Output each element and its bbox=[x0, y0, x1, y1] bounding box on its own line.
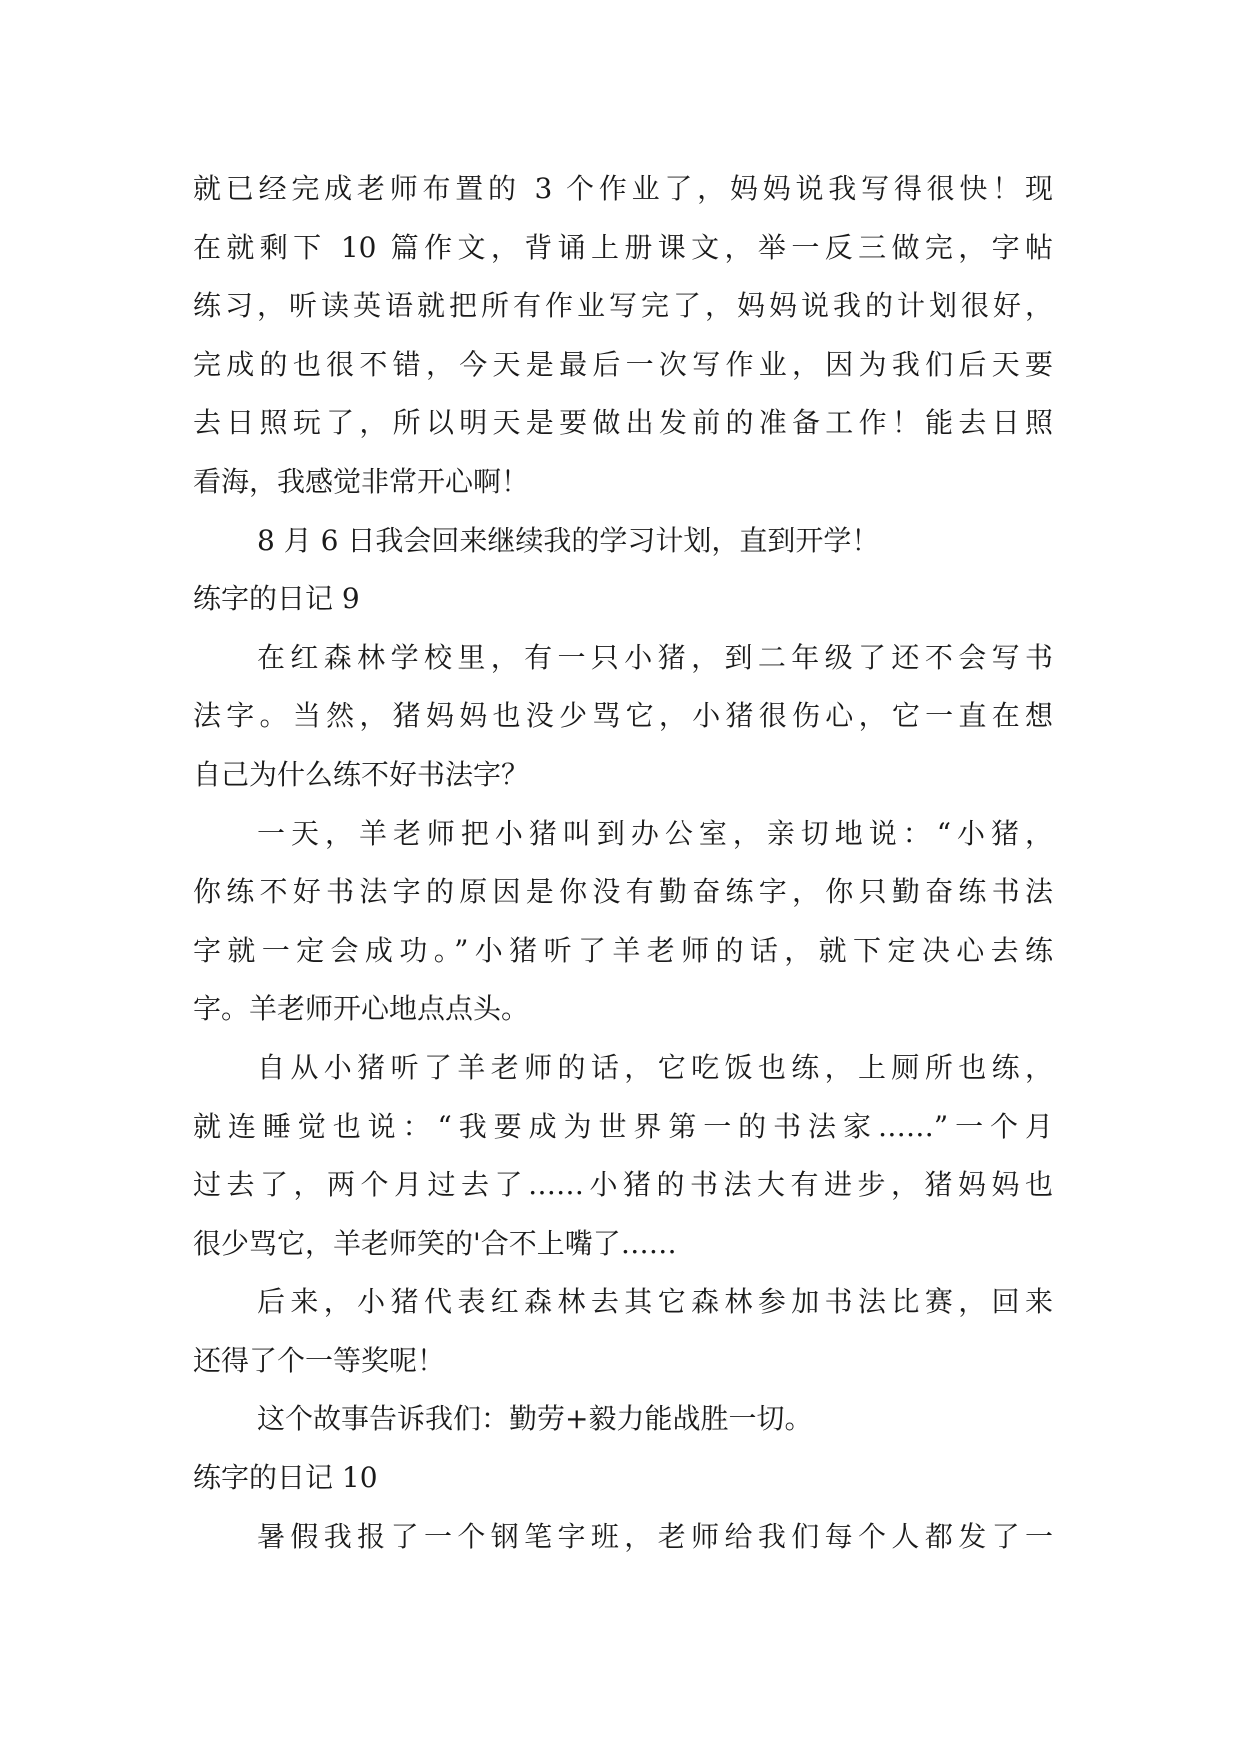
paragraph-line: 8 月 6 日我会回来继续我的学习计划，直到开学！ bbox=[257, 523, 880, 557]
section-heading: 练字的日记 10 bbox=[193, 1461, 378, 1495]
document-body bbox=[193, 160, 1053, 1566]
paragraph-line: 你练不好书法字的原因是你没有勤奋练字，你只勤奋练书法 bbox=[193, 875, 1053, 909]
paragraph-line: 就已经完成老师布置的 3 个作业了，妈妈说我写得很快！现 bbox=[193, 172, 1053, 205]
paragraph-line: 练习，听读英语就把所有作业写完了，妈妈说我的计划很好， bbox=[193, 289, 1053, 323]
section-heading: 练字的日记 9 bbox=[193, 582, 360, 616]
paragraph-line: 看海，我感觉非常开心啊！ bbox=[193, 464, 530, 498]
paragraph-line: 暑假我报了一个钢笔字班，老师给我们每个人都发了一 bbox=[257, 1519, 1053, 1553]
paragraph-line: 在就剩下 10 篇作文，背诵上册课文，举一反三做完，字帖 bbox=[193, 230, 1053, 264]
paragraph-line: 这个故事告诉我们：勤劳+毅力能战胜一切。 bbox=[257, 1402, 813, 1436]
paragraph-line: 法字。当然，猪妈妈也没少骂它，小猪很伤心，它一直在想 bbox=[193, 699, 1053, 733]
paragraph-line: 一天，羊老师把小猪叫到办公室，亲切地说：“小猪， bbox=[257, 816, 1053, 850]
paragraph-line: 在红森林学校里，有一只小猪，到二年级了还不会写书 bbox=[257, 640, 1053, 674]
paragraph-line: 还得了个一等奖呢！ bbox=[193, 1343, 446, 1377]
paragraph-line: 字就一定会成功。”小猪听了羊老师的话，就下定决心去练 bbox=[193, 933, 1053, 967]
paragraph-line: 过去了，两个月过去了……小猪的书法大有进步，猪妈妈也 bbox=[193, 1168, 1053, 1202]
paragraph-line: 后来，小猪代表红森林去其它森林参加书法比赛，回来 bbox=[257, 1285, 1053, 1319]
paragraph-line: 字。羊老师开心地点点头。 bbox=[193, 992, 530, 1026]
paragraph-line: 自己为什么练不好书法字？ bbox=[193, 757, 530, 791]
paragraph-line: 就连睡觉也说：“我要成为世界第一的书法家……”一个月 bbox=[193, 1109, 1053, 1143]
paragraph-line: 去日照玩了，所以明天是要做出发前的准备工作！能去日照 bbox=[193, 406, 1053, 440]
paragraph-line: 自从小猪听了羊老师的话，它吃饭也练，上厕所也练， bbox=[257, 1050, 1053, 1084]
paragraph-line: 很少骂它，羊老师笑的'合不上嘴了…… bbox=[193, 1226, 677, 1260]
paragraph-line: 完成的也很不错，今天是最后一次写作业，因为我们后天要 bbox=[193, 347, 1053, 381]
